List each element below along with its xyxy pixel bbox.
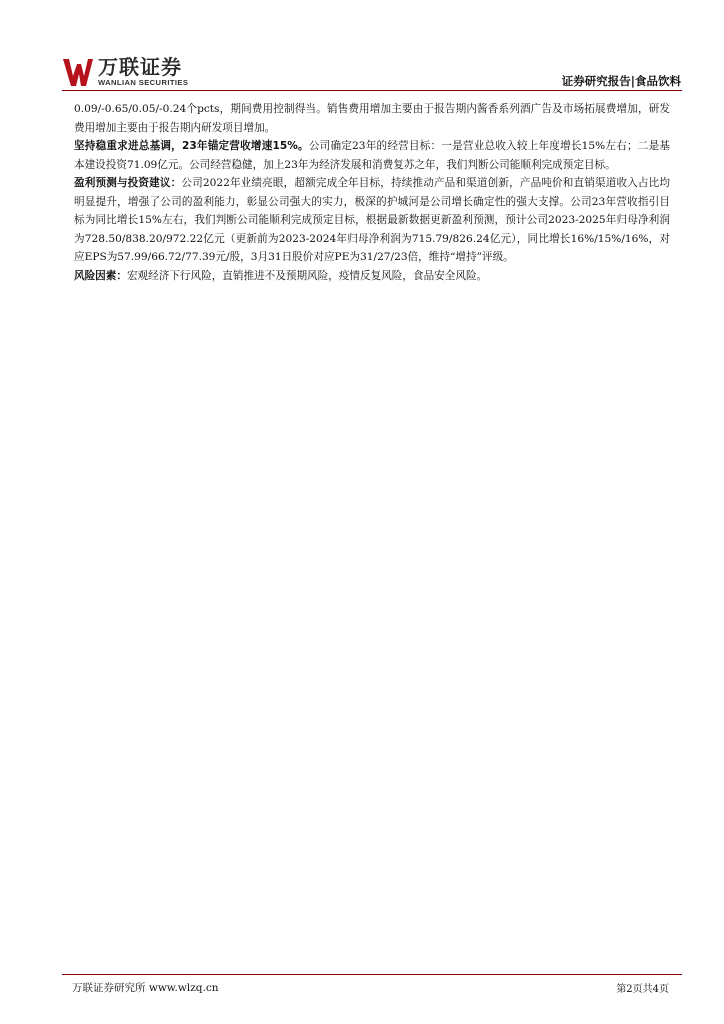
- paragraph-text: 公司确定23年的经营目标：一是营业总收入较上年度增长15%左右；二是基本建设投资71.09亿元。公司经营稳健，加上23年为经济发展和消费复苏之年，我们判断公司能顺利完成预定目标。: [74, 140, 670, 171]
- paragraph-heading: 风险因素：: [74, 269, 127, 282]
- logo-chinese-name: 万联证券: [98, 55, 182, 79]
- paragraph-text: 宏观经济下行风险，直销推进不及预期风险，疫情反复风险，食品安全风险。: [126, 269, 488, 282]
- logo-english-name: WANLIAN SECURITIES: [98, 78, 189, 87]
- page-header: [0, 0, 724, 90]
- report-body: [74, 100, 670, 285]
- paragraph-risks: [74, 267, 670, 286]
- paragraph-heading: 盈利预测与投资建议：: [74, 177, 182, 189]
- paragraph-text: 公司2022年业绩亮眼，超额完成全年目标，持续推动产品和渠道创新，产品吨价和直销渠道收入占比均明显提升，增强了公司的盈利能力，彰显公司强大的实力，极深的护城河是公司增长确定性的强大支撑。公司23年营收指引目标为同比增长15%左右，我们判断公司能顺利完成预定目标，根据最新数据更新盈利预测，预计公司2023-2025年归母净利润为728.50/838.20/972.22亿元（更新前为2023-2024年归母净利润为715.79/826.24亿元），同比增长16%/15%/16%，对应EPS为57.99/66.72/77.39元/股，3月31日股价对应PE为31/27/23倍，维持“增持”评级。: [74, 177, 670, 263]
- wanlian-logo-icon: [62, 56, 94, 88]
- report-category: 证券研究报告|食品饮料: [561, 74, 681, 88]
- brand-logo: [62, 56, 188, 90]
- footer-divider: [62, 974, 682, 975]
- page-number: 第2页共4页: [616, 984, 669, 995]
- paragraph-targets: [74, 137, 670, 174]
- paragraph-heading: 坚持稳重求进总基调，23年锚定营收增速15%。: [74, 140, 309, 152]
- paragraph-forecast: [74, 174, 670, 267]
- header-divider: [62, 90, 682, 91]
- paragraph-expenses: 0.09/-0.65/0.05/-0.24个pcts，期间费用控制得当。销售费用增加主要由于报告期内酱香系列酒广告及市场拓展费增加，研发费用增加主要由于报告期内研发项目增加。: [74, 103, 670, 134]
- footer-institute: 万联证券研究所 www.wlzq.cn: [72, 982, 219, 994]
